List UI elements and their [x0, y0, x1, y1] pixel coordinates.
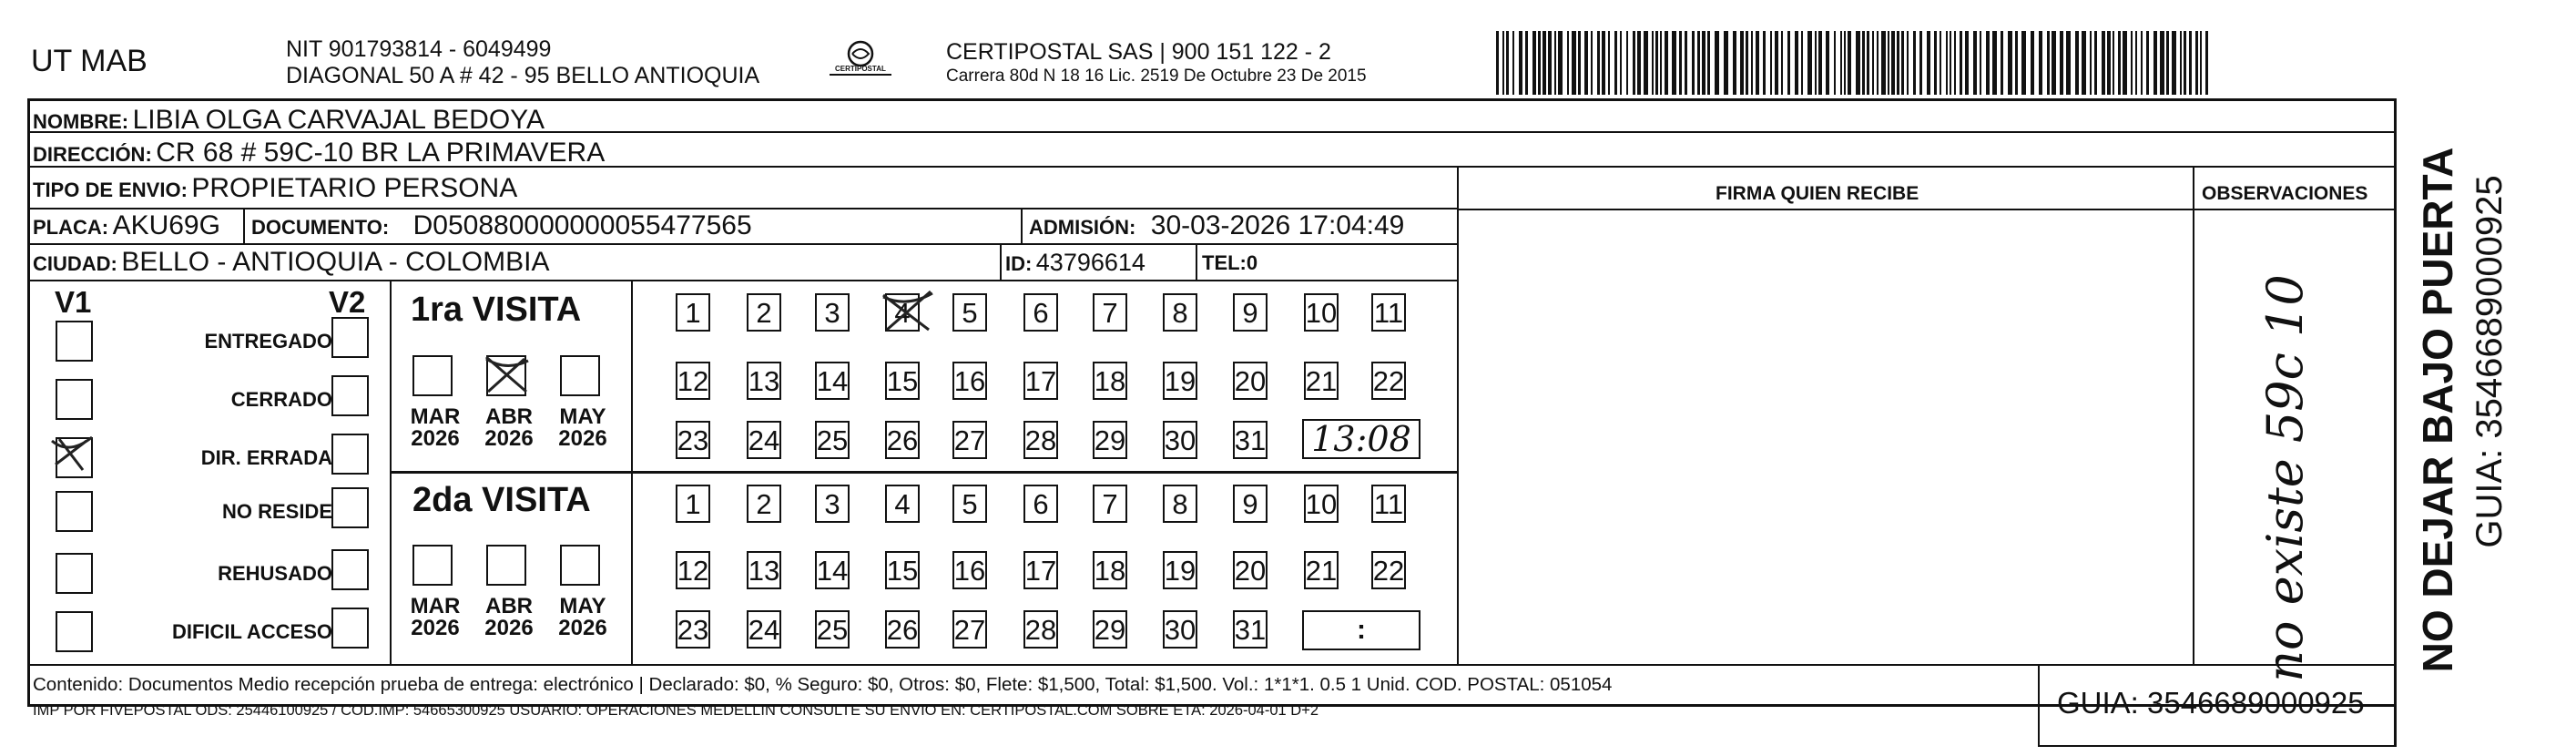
signature-header: FIRMA QUIEN RECIBE	[1716, 183, 1919, 204]
day-box[interactable]	[952, 362, 987, 400]
day-box[interactable]	[1023, 551, 1058, 589]
tel-field	[1202, 253, 1257, 273]
status-v2-checkbox[interactable]	[331, 608, 369, 649]
company-name: UT MAB	[31, 44, 148, 78]
day-box[interactable]	[815, 485, 850, 523]
month-year: 2026	[558, 426, 607, 451]
day-number: 18	[1094, 364, 1126, 397]
day-number: 24	[748, 424, 780, 456]
status-label: NO RESIDE	[221, 500, 332, 523]
month-name: MAR	[410, 404, 461, 429]
day-box[interactable]	[676, 610, 710, 649]
day-box[interactable]	[1163, 610, 1197, 649]
day-number: 13	[748, 554, 780, 587]
admission-label: ADMISIÓN:	[1029, 216, 1136, 239]
day-box[interactable]	[1093, 551, 1127, 589]
day-number: 4	[894, 296, 911, 329]
plate-value: AKU69G	[112, 210, 220, 240]
footer-contents: Contenido: Documentos Medio recepción prueba de entrega: electrónico | Declarado: $0, % Seguro: $0, Otros: $0, Flete: $1,500, Total: $1,500. Vol.: 1*1*1. 0.5 1 Unid. COD. POSTAL: 051054	[33, 674, 1613, 695]
city-field	[33, 249, 549, 276]
day-box[interactable]	[1304, 551, 1339, 589]
day-box[interactable]	[1304, 293, 1339, 332]
status-v2-checkbox[interactable]	[331, 375, 369, 416]
day-number: 27	[953, 424, 986, 456]
day-box[interactable]	[1304, 362, 1339, 400]
v2-header: V2	[329, 285, 366, 319]
day-box[interactable]	[1233, 551, 1268, 589]
status-label: DIFICIL ACCESO	[171, 620, 332, 643]
status-label: DIR. ERRADA	[200, 446, 332, 469]
status-v1-checkbox[interactable]	[56, 553, 93, 594]
day-box[interactable]	[1233, 485, 1268, 523]
day-number: 31	[1234, 424, 1267, 456]
day-number: 17	[1024, 554, 1057, 587]
tel-value: 0	[1246, 251, 1258, 274]
day-box[interactable]	[815, 421, 850, 459]
month-year: 2026	[484, 616, 534, 640]
day-number: 16	[953, 554, 986, 587]
first-visit-time: 13:08	[1311, 419, 1411, 459]
second-visit-time-box[interactable]	[1302, 610, 1420, 650]
carrier-license: Carrera 80d N 18 16 Lic. 2519 De Octubre 23 De 2015	[946, 66, 1367, 86]
day-number: 13	[748, 364, 780, 397]
day-box[interactable]	[1371, 362, 1406, 400]
day-number: 27	[953, 613, 986, 646]
day-box[interactable]	[815, 610, 850, 649]
day-box[interactable]	[1093, 610, 1127, 649]
admission-value: 30-03-2026 17:04:49	[1150, 210, 1405, 240]
month-name: MAY	[559, 594, 606, 618]
observations-header: OBSERVACIONES	[2202, 183, 2368, 204]
day-box[interactable]	[1233, 293, 1268, 332]
no-dejar-bajo-puerta: NO DEJAR BAJO PUERTA	[2414, 147, 2461, 673]
plate-label: PLACA:	[33, 216, 109, 239]
day-number: 29	[1094, 613, 1126, 646]
status-v2-checkbox[interactable]	[331, 434, 369, 475]
status-v1-checkbox[interactable]	[56, 437, 93, 478]
footer-print-info: IMP POR FIVEPOSTAL ODS: 25446100925 / COD.IMP: 54665300925 USUARIO: OPERACIONES MEDELLIN CONSULTE SU ENVIO EN: CERTIPOSTAL.COM SOBRE ETA: 2026-04-01 D+2	[33, 702, 1319, 719]
day-number: 11	[1373, 296, 1404, 329]
day-number: 11	[1373, 487, 1404, 520]
day-box[interactable]	[747, 421, 781, 459]
day-number: 7	[1102, 296, 1118, 329]
day-number: 6	[1033, 487, 1049, 520]
day-box[interactable]	[747, 485, 781, 523]
day-number: 16	[953, 364, 986, 397]
id-value: 43796614	[1035, 249, 1145, 276]
day-box[interactable]	[1023, 293, 1058, 332]
day-number: 30	[1164, 613, 1196, 646]
day-box[interactable]	[676, 485, 710, 523]
day-box[interactable]	[676, 551, 710, 589]
day-number: 8	[1172, 296, 1188, 329]
day-number: 1	[685, 487, 701, 520]
day-box[interactable]	[1163, 421, 1197, 459]
shipment-type: PROPIETARIO PERSONA	[191, 173, 518, 203]
status-v1-checkbox[interactable]	[56, 611, 93, 652]
day-number: 17	[1024, 364, 1057, 397]
status-v2-checkbox[interactable]	[331, 549, 369, 590]
day-box[interactable]	[676, 421, 710, 459]
document-field	[251, 212, 752, 240]
day-number: 23	[677, 613, 709, 646]
checkmark-icon	[46, 428, 101, 479]
tel-label: TEL:	[1202, 251, 1247, 274]
day-box[interactable]	[1233, 610, 1268, 649]
day-number: 21	[1305, 364, 1338, 397]
day-number: 14	[816, 364, 849, 397]
carrier-name: CERTIPOSTAL SAS | 900 151 122 - 2	[946, 39, 1331, 65]
day-box[interactable]	[1371, 551, 1406, 589]
status-v1-checkbox[interactable]	[56, 321, 93, 362]
month-year: 2026	[411, 616, 460, 640]
month-checkbox-mar[interactable]	[412, 355, 453, 396]
day-number: 15	[886, 364, 919, 397]
checkmark-icon	[880, 288, 940, 335]
day-box[interactable]	[885, 293, 920, 332]
day-number: 24	[748, 613, 780, 646]
day-number: 20	[1234, 364, 1267, 397]
day-box[interactable]	[885, 421, 920, 459]
day-box[interactable]	[952, 485, 987, 523]
day-box[interactable]	[747, 551, 781, 589]
day-box[interactable]	[815, 293, 850, 332]
day-box[interactable]	[952, 610, 987, 649]
second-visit-title: 2da VISITA	[412, 481, 591, 519]
day-box[interactable]	[952, 293, 987, 332]
address-label: DIRECCIÓN:	[33, 143, 152, 166]
observation-note: no existe 59c 10	[2256, 274, 2314, 682]
day-box[interactable]	[1371, 485, 1406, 523]
recipient-address: CR 68 # 59C-10 BR LA PRIMAVERA	[156, 138, 606, 168]
first-visit-title: 1ra VISITA	[411, 291, 582, 329]
day-number: 19	[1164, 364, 1196, 397]
month-year: 2026	[411, 426, 460, 451]
city-label: CIUDAD:	[33, 252, 117, 275]
day-number: 19	[1164, 554, 1196, 587]
day-number: 7	[1102, 487, 1118, 520]
id-field	[1005, 250, 1145, 275]
day-box[interactable]	[885, 362, 920, 400]
second-visit-time: :	[1357, 615, 1366, 645]
month-checkbox-abr[interactable]	[486, 355, 526, 396]
day-box[interactable]	[747, 610, 781, 649]
id-label: ID:	[1005, 252, 1033, 275]
month-year: 2026	[558, 616, 607, 640]
month-name: MAR	[410, 594, 461, 618]
city-value: BELLO - ANTIOQUIA - COLOMBIA	[121, 247, 550, 277]
day-number: 12	[677, 554, 709, 587]
day-box[interactable]	[676, 362, 710, 400]
month-checkbox-may[interactable]	[560, 545, 600, 586]
logo-text: CERTIPOSTAL	[835, 65, 886, 73]
day-number: 1	[685, 296, 701, 329]
day-box[interactable]	[1093, 293, 1127, 332]
company-nit: NIT 901793814 - 6049499	[286, 36, 552, 62]
day-box[interactable]	[1023, 362, 1058, 400]
day-number: 20	[1234, 554, 1267, 587]
day-box[interactable]	[1163, 362, 1197, 400]
recipient-name: LIBIA OLGA CARVAJAL BEDOYA	[132, 105, 545, 135]
month-year: 2026	[484, 426, 534, 451]
day-number: 6	[1033, 296, 1049, 329]
day-number: 9	[1242, 487, 1258, 520]
day-number: 12	[677, 364, 709, 397]
status-v2-checkbox[interactable]	[331, 487, 369, 528]
day-box[interactable]	[1304, 485, 1339, 523]
day-box[interactable]	[1233, 421, 1268, 459]
month-checkbox-may[interactable]	[560, 355, 600, 396]
day-box[interactable]	[1093, 362, 1127, 400]
day-number: 28	[1024, 613, 1057, 646]
company-address: DIAGONAL 50 A # 42 - 95 BELLO ANTIOQUIA	[286, 63, 760, 88]
status-v1-checkbox[interactable]	[56, 491, 93, 532]
side-guia: GUIA: 3546689000925	[2469, 175, 2510, 548]
name-field	[33, 107, 545, 134]
day-box[interactable]	[676, 293, 710, 332]
month-checkbox-mar[interactable]	[412, 545, 453, 586]
day-box[interactable]	[1163, 293, 1197, 332]
day-number: 26	[886, 613, 919, 646]
day-number: 18	[1094, 554, 1126, 587]
day-number: 5	[962, 296, 978, 329]
observation-handwriting	[2213, 274, 2358, 682]
day-box[interactable]	[885, 551, 920, 589]
document-value: D050880000000055477565	[412, 210, 752, 240]
day-box[interactable]	[1023, 421, 1058, 459]
checkmark-icon	[483, 350, 534, 397]
day-number: 5	[962, 487, 978, 520]
plate-field	[33, 212, 220, 240]
type-field	[33, 175, 517, 202]
status-label: ENTREGADO	[204, 330, 332, 352]
month-name: ABR	[485, 404, 533, 429]
footer-guia: GUIA: 3546689000925	[2057, 686, 2365, 720]
day-number: 22	[1372, 364, 1405, 397]
month-checkbox-abr[interactable]	[486, 545, 526, 586]
day-box[interactable]	[1023, 485, 1058, 523]
day-box[interactable]	[885, 610, 920, 649]
month-name: MAY	[559, 404, 606, 429]
day-number: 25	[816, 424, 849, 456]
day-box[interactable]	[1093, 485, 1127, 523]
day-number: 25	[816, 613, 849, 646]
day-box[interactable]	[1093, 421, 1127, 459]
day-box[interactable]	[952, 551, 987, 589]
status-v2-checkbox[interactable]	[331, 317, 369, 358]
day-number: 26	[886, 424, 919, 456]
day-box[interactable]	[1371, 293, 1406, 332]
day-box[interactable]	[747, 362, 781, 400]
type-label: TIPO DE ENVIO:	[33, 179, 188, 201]
day-number: 2	[756, 296, 772, 329]
day-number: 23	[677, 424, 709, 456]
day-number: 3	[824, 296, 840, 329]
day-number: 8	[1172, 487, 1188, 520]
day-number: 22	[1372, 554, 1405, 587]
day-number: 2	[756, 487, 772, 520]
day-number: 14	[816, 554, 849, 587]
address-field	[33, 139, 605, 167]
day-box[interactable]	[1163, 485, 1197, 523]
day-number: 29	[1094, 424, 1126, 456]
day-box[interactable]	[1233, 362, 1268, 400]
day-number: 30	[1164, 424, 1196, 456]
barcode	[1496, 31, 2215, 95]
day-box[interactable]	[885, 485, 920, 523]
day-number: 10	[1305, 487, 1338, 520]
admission-field	[1029, 212, 1404, 240]
day-number: 31	[1234, 613, 1267, 646]
day-number: 3	[824, 487, 840, 520]
first-visit-time-box[interactable]	[1302, 419, 1420, 459]
status-v1-checkbox[interactable]	[56, 379, 93, 420]
day-box[interactable]	[1163, 551, 1197, 589]
day-box[interactable]	[952, 421, 987, 459]
status-label: REHUSADO	[218, 562, 332, 585]
month-name: ABR	[485, 594, 533, 618]
status-label: CERRADO	[230, 388, 332, 411]
day-number: 10	[1305, 296, 1338, 329]
certipostal-logo	[824, 38, 897, 84]
document-label: DOCUMENTO:	[251, 216, 390, 239]
day-box[interactable]	[747, 293, 781, 332]
day-number: 9	[1242, 296, 1258, 329]
day-box[interactable]	[815, 362, 850, 400]
day-number: 15	[886, 554, 919, 587]
day-box[interactable]	[1023, 610, 1058, 649]
v1-header: V1	[55, 285, 92, 319]
day-number: 21	[1305, 554, 1338, 587]
name-label: NOMBRE:	[33, 110, 129, 133]
day-box[interactable]	[815, 551, 850, 589]
day-number: 28	[1024, 424, 1057, 456]
day-number: 4	[894, 487, 911, 520]
